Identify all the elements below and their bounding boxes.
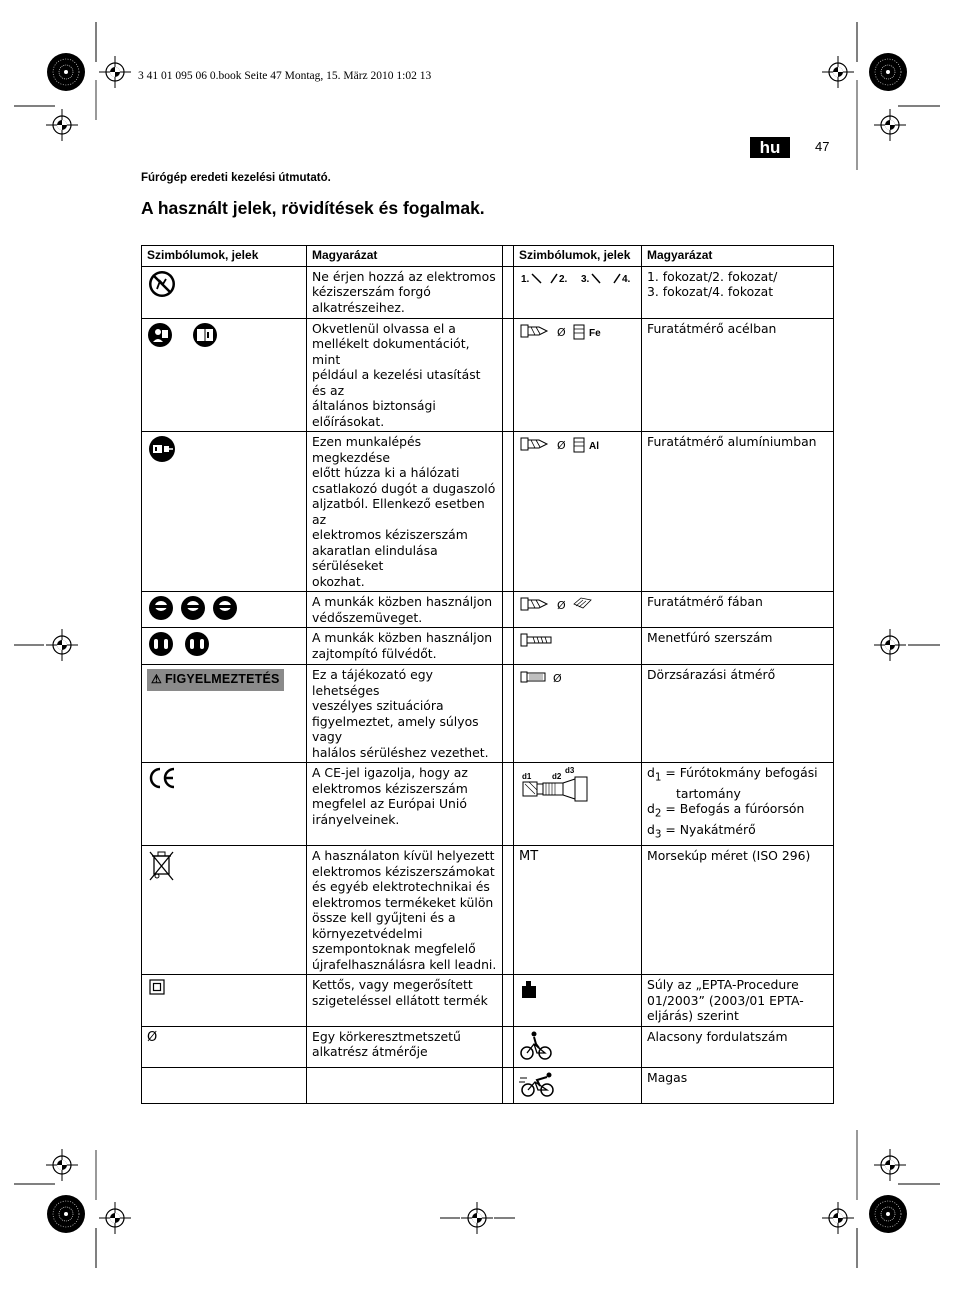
- diameter-symbol: Ø: [553, 672, 562, 685]
- dimension-d: d: [647, 822, 655, 838]
- table-row: [142, 628, 834, 665]
- weee-bin-icon: [147, 848, 177, 882]
- dimension-text: = Fúrótokmány befogási: [661, 765, 818, 780]
- dimension-text: = Befogás a fúróorsón: [661, 801, 805, 817]
- ce-mark-icon: [147, 765, 177, 791]
- diameter-symbol: Ø: [557, 325, 566, 339]
- table-row: [142, 975, 834, 1027]
- safety-goggles-icon: [147, 594, 239, 622]
- description: Morsekúp méret (ISO 296): [647, 848, 811, 864]
- dimension-line: [647, 801, 828, 822]
- gear-levels-icon: [519, 269, 637, 289]
- warning-triangle-icon: ⚠: [151, 672, 162, 686]
- dimension-line: [647, 822, 828, 843]
- language-tag: hu: [750, 137, 790, 158]
- description: A használaton kívül helyezett elektromos kéziszerszámokat és egyéb elektrotechnikai és elektromos termékeket külön össze kell gyűjteni és a környezetvédelmi szempontoknak megfelelő újrafelhasználásra kell leadni.: [312, 848, 497, 972]
- diameter-symbol: Ø: [557, 439, 566, 452]
- description: Ez a tájékozató egy lehetséges veszélyes szituációra figyelmeztet, amely súlyos vagy halálos sérüléshez vezethet.: [312, 667, 489, 760]
- weight-icon: [519, 977, 539, 1001]
- tap-tool-icon: [519, 630, 579, 650]
- low-speed-cyclist-icon: [519, 1029, 553, 1061]
- header-symbols-left: Szimbólumok, jelek: [142, 246, 307, 267]
- table-row: [142, 266, 834, 318]
- dimension-d: d: [647, 801, 655, 817]
- table-row: [142, 846, 834, 975]
- dimension-text: = Nyakátmérő: [661, 822, 756, 838]
- description: Súly az „EPTA-Procedure 01/2003” (2003/01 EPTA- eljárás) szerint: [647, 977, 804, 1024]
- diameter-symbol: Ø: [147, 1029, 158, 1045]
- dimension-label: d2: [552, 772, 562, 781]
- unplug-icon: [147, 434, 177, 464]
- warning-label: [147, 669, 284, 691]
- table-row: [142, 665, 834, 763]
- column-gap: [503, 246, 514, 267]
- description: Furatátmérő alumíniumban: [647, 434, 817, 449]
- gear-label: 4.: [622, 273, 631, 285]
- dimension-line: [647, 765, 828, 786]
- page-number: 47: [815, 139, 830, 154]
- description: Ezen munkalépés megkezdése előtt húzza ki a hálózati csatlakozó dugót a dugaszoló aljzatból. Ellenkező esetben az elektromos kéziszerszám akaratlan elindulása sérüléseket okozhat.: [312, 434, 496, 589]
- description: Menetfúró szerszám: [647, 630, 773, 645]
- double-insulation-icon: [147, 977, 167, 997]
- high-speed-cyclist-icon: [519, 1070, 557, 1098]
- header-symbols-right: Szimbólumok, jelek: [514, 246, 642, 267]
- print-header: 3 41 01 095 06 0.book Seite 47 Montag, 15. März 2010 1:02 13: [138, 70, 432, 82]
- drill-aluminium-icon: [519, 434, 619, 456]
- drill-wood-icon: [519, 594, 619, 616]
- description: Ne érjen hozzá az elektromos kéziszerszám forgó alkatrészeihez.: [312, 268, 496, 315]
- diameter-symbol: Ø: [557, 599, 566, 612]
- dimension-sub: 3: [654, 828, 662, 841]
- description: 1. fokozat/2. fokozat/ 3. fokozat/4. fokozat: [647, 268, 778, 299]
- ear-protection-icon: [147, 630, 211, 658]
- chuck-dimensions-icon: [519, 765, 599, 805]
- description: Alacsony fordulatszám: [647, 1028, 788, 1044]
- header-explanation-right: Magyarázat: [642, 246, 834, 267]
- table-header-row: [142, 246, 834, 267]
- gear-label: 3.: [581, 273, 590, 285]
- drill-steel-icon: [519, 321, 619, 343]
- description: Furatátmérő fában: [647, 594, 763, 609]
- description: Egy körkeresztmetszetű alkatrész átmérője: [312, 1028, 461, 1060]
- description: A munkák közben használjon zajtompító fülvédőt.: [312, 630, 493, 661]
- table-row: [142, 763, 834, 846]
- description: Dörzsárazási átmérő: [647, 667, 776, 682]
- table-row: [142, 592, 834, 628]
- table-row: [142, 318, 834, 432]
- dimension-sub: 2: [654, 807, 662, 820]
- dimension-d: d: [647, 765, 655, 780]
- reamer-icon: [519, 667, 579, 687]
- table-row: [142, 1026, 834, 1067]
- header-explanation-left: Magyarázat: [307, 246, 503, 267]
- description: A CE-jel igazolja, hogy az elektromos kéziszerszám megfelel az Európai Unió irányelveinek.: [312, 765, 468, 827]
- gear-label: 1.: [521, 273, 530, 285]
- dimension-label: d1: [522, 772, 532, 781]
- gear-label: 2.: [559, 273, 568, 285]
- description: A munkák közben használjon védőszemüveget.: [312, 594, 493, 625]
- read-manual-icon: [147, 321, 219, 349]
- dimension-line-cont: tartomány: [676, 785, 741, 801]
- material-label: Al: [589, 441, 599, 452]
- table-row: [142, 1067, 834, 1103]
- warning-label-text: FIGYELMEZTETÉS: [164, 672, 280, 686]
- description: Magas: [647, 1069, 688, 1085]
- section-title: A használt jelek, rövidítések és fogalmak.: [141, 198, 485, 218]
- description: Kettős, vagy megerősített szigeteléssel ellátott termék: [312, 977, 488, 1008]
- symbols-table: [141, 245, 834, 1104]
- document-subtitle: Fúrógép eredeti kezelési útmutató.: [141, 172, 331, 184]
- description: Okvetlenül olvassa el a mellékelt dokumentációt, mint például a kezelési utasítást és az általános biztonsági előírásokat.: [312, 320, 481, 429]
- table-row: [142, 432, 834, 592]
- material-label: Fe: [589, 327, 601, 339]
- no-touch-rotating-icon: [147, 269, 177, 299]
- description: Furatátmérő acélban: [647, 320, 777, 336]
- morse-taper-symbol: MT: [519, 849, 539, 865]
- dimension-sub: 1: [654, 771, 662, 784]
- dimension-label: d3: [565, 766, 575, 775]
